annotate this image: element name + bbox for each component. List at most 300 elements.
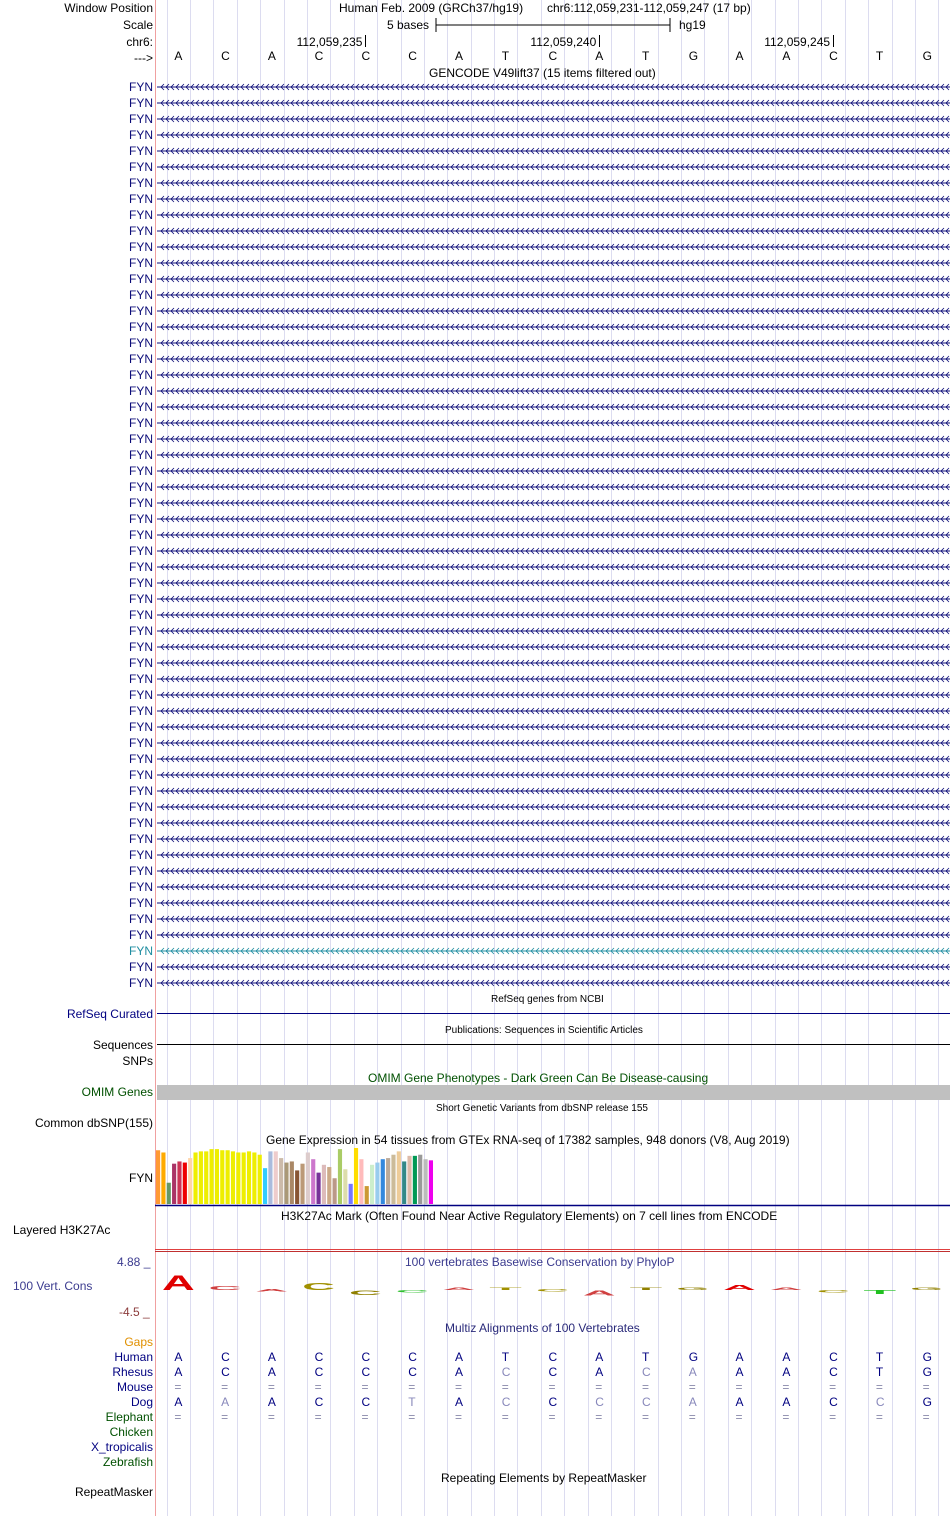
multiz-base: A: [174, 1365, 183, 1379]
publications-track-title: Publications: Sequences in Scientific Articles: [445, 1025, 643, 1036]
gencode-transcript-line[interactable]: [157, 466, 950, 476]
gencode-gene-label[interactable]: FYN: [129, 368, 153, 382]
gencode-transcript-line[interactable]: [157, 978, 950, 988]
multiz-base: A: [688, 1395, 697, 1409]
base-letter: G: [922, 49, 932, 63]
base-letter: A: [267, 49, 276, 63]
gtex-tissue-bar[interactable]: [161, 1152, 165, 1204]
gencode-transcript-line[interactable]: [157, 434, 950, 444]
gencode-transcript-line[interactable]: [157, 178, 950, 188]
multiz-species-label[interactable]: Chicken: [109, 1425, 153, 1439]
gencode-transcript-line[interactable]: [157, 834, 950, 844]
gtex-tissue-bar[interactable]: [290, 1161, 294, 1204]
gencode-transcript-line[interactable]: [157, 226, 950, 236]
publications-line[interactable]: [157, 1044, 950, 1045]
gencode-gene-label[interactable]: FYN: [129, 432, 153, 446]
gencode-gene-label[interactable]: FYN: [129, 224, 153, 238]
phylop-base-glyph: A: [255, 1287, 290, 1293]
gtex-tissue-bar[interactable]: [247, 1151, 251, 1204]
gencode-transcript-line[interactable]: [157, 866, 950, 876]
multiz-base: A: [688, 1365, 697, 1379]
multiz-base: =: [501, 1380, 509, 1394]
gencode-gene-label[interactable]: FYN: [129, 80, 153, 94]
gtex-tissue-bar[interactable]: [349, 1184, 353, 1204]
gtex-tissue-bar[interactable]: [231, 1151, 235, 1204]
phylop-base-glyph: A: [442, 1286, 477, 1291]
gencode-gene-label[interactable]: FYN: [129, 496, 153, 510]
gencode-gene-label[interactable]: FYN: [129, 608, 153, 622]
phylop-logo[interactable]: [155, 1270, 950, 1316]
base-letter: T: [642, 49, 650, 63]
gencode-transcript-line[interactable]: [157, 306, 950, 316]
snps-label[interactable]: SNPs: [122, 1054, 153, 1068]
gtex-tissue-bar[interactable]: [263, 1168, 267, 1204]
gencode-transcript-line[interactable]: [157, 738, 950, 748]
phylop-base-glyph: C: [816, 1288, 851, 1294]
gtex-tissue-bar[interactable]: [274, 1151, 278, 1204]
gencode-gene-label[interactable]: FYN: [129, 864, 153, 878]
gtex-tissue-bar[interactable]: [311, 1159, 315, 1204]
gtex-tissue-bar[interactable]: [306, 1152, 310, 1204]
gtex-tissue-bar[interactable]: [242, 1152, 246, 1204]
gencode-transcript-line[interactable]: [157, 802, 950, 812]
gencode-track-title: GENCODE V49lift37 (15 items filtered out): [429, 66, 656, 80]
refseq-label[interactable]: RefSeq Curated: [66, 1007, 153, 1021]
multiz-base: A: [267, 1350, 276, 1364]
gencode-gene-label[interactable]: FYN: [129, 784, 153, 798]
gtex-tissue-bar[interactable]: [258, 1155, 262, 1204]
gencode-transcript-line[interactable]: [157, 690, 950, 700]
gencode-transcript-line[interactable]: [157, 146, 950, 156]
publications-label[interactable]: Sequences: [92, 1038, 153, 1052]
multiz-base: =: [829, 1380, 837, 1394]
multiz-base: =: [922, 1380, 930, 1394]
gencode-transcript-line[interactable]: [157, 642, 950, 652]
base-letter: C: [314, 49, 324, 63]
gencode-transcript-line[interactable]: [157, 850, 950, 860]
gencode-gene-label[interactable]: FYN: [129, 848, 153, 862]
multiz-base: C: [361, 1350, 371, 1364]
phylop-base-glyph: G: [910, 1286, 943, 1291]
gencode-transcript-line[interactable]: [157, 482, 950, 492]
gencode-transcript-line[interactable]: [157, 514, 950, 524]
scale-db: hg19: [679, 18, 706, 32]
gencode-transcript-line[interactable]: [157, 658, 950, 668]
gencode-gene-label[interactable]: FYN: [129, 880, 153, 894]
gencode-transcript-line[interactable]: [157, 418, 950, 428]
multiz-base: A: [735, 1350, 744, 1364]
gtex-tissue-bar[interactable]: [386, 1158, 390, 1204]
multiz-base: C: [361, 1395, 371, 1409]
multiz-species-label[interactable]: Human: [114, 1350, 153, 1364]
multiz-base: =: [875, 1410, 883, 1424]
base-letter: A: [454, 49, 463, 63]
gencode-gene-label[interactable]: FYN: [129, 800, 153, 814]
multiz-base: =: [642, 1410, 650, 1424]
phylop-base-glyph: A: [769, 1286, 804, 1291]
gtex-tissue-bar[interactable]: [343, 1169, 347, 1204]
phylop-base-glyph: A: [162, 1272, 195, 1295]
h3k27ac-line-1: [155, 1249, 950, 1250]
base-letter: A: [735, 49, 744, 63]
gencode-gene-label[interactable]: FYN: [129, 144, 153, 158]
gtex-tissue-bar[interactable]: [215, 1149, 219, 1204]
gencode-transcript-line[interactable]: [157, 818, 950, 828]
gtex-tissue-bar[interactable]: [167, 1183, 171, 1204]
gencode-transcript-line[interactable]: [157, 386, 950, 396]
gencode-transcript-line[interactable]: [157, 354, 950, 364]
gencode-gene-label[interactable]: FYN: [129, 592, 153, 606]
gencode-gene-label[interactable]: FYN: [129, 304, 153, 318]
gencode-gene-label[interactable]: FYN: [129, 656, 153, 670]
multiz-base: A: [174, 1395, 183, 1409]
multiz-base: =: [735, 1410, 743, 1424]
multiz-base: G: [922, 1350, 932, 1364]
gencode-gene-label[interactable]: FYN: [129, 688, 153, 702]
multiz-base: C: [408, 1365, 417, 1379]
base-letter: T: [875, 49, 884, 63]
gencode-gene-label[interactable]: FYN: [129, 944, 153, 958]
gtex-tissue-bar[interactable]: [397, 1151, 401, 1204]
gencode-gene-label[interactable]: FYN: [129, 976, 153, 990]
multiz-base: G: [922, 1395, 932, 1409]
gencode-transcript-line[interactable]: [157, 370, 950, 380]
gencode-transcript-line[interactable]: [157, 674, 950, 684]
gencode-transcript-line[interactable]: [157, 914, 950, 924]
gencode-transcript-line[interactable]: [157, 754, 950, 764]
coordinate-tick-mark: [833, 35, 834, 47]
gtex-tissue-bar[interactable]: [365, 1186, 369, 1204]
gencode-gene-label[interactable]: FYN: [129, 320, 153, 334]
gencode-gene-label[interactable]: FYN: [129, 336, 153, 350]
gencode-gene-label[interactable]: FYN: [129, 128, 153, 142]
multiz-base: A: [174, 1350, 183, 1364]
gencode-gene-label[interactable]: FYN: [129, 208, 153, 222]
gencode-transcript-line[interactable]: [157, 706, 950, 716]
gtex-expression-chart[interactable]: [155, 1146, 950, 1208]
multiz-base: =: [642, 1380, 650, 1394]
multiz-base: =: [221, 1410, 229, 1424]
multiz-base: T: [501, 1350, 510, 1364]
gtex-gene-label[interactable]: FYN: [129, 1171, 153, 1185]
gtex-tissue-bar[interactable]: [193, 1152, 197, 1204]
gencode-gene-label[interactable]: FYN: [129, 768, 153, 782]
multiz-base: =: [688, 1410, 696, 1424]
base-letter: C: [221, 49, 230, 63]
gencode-transcript-line[interactable]: [157, 562, 950, 572]
phylop-base-glyph: T: [863, 1290, 897, 1296]
gencode-gene-label[interactable]: FYN: [129, 544, 153, 558]
coordinate-tick-mark: [599, 35, 600, 47]
multiz-base: A: [782, 1365, 791, 1379]
gencode-transcript-line[interactable]: [157, 882, 950, 892]
multiz-base: =: [595, 1410, 603, 1424]
gtex-tissue-bar[interactable]: [354, 1148, 358, 1204]
refseq-gene-line[interactable]: [157, 1013, 950, 1014]
repeatmasker-label[interactable]: RepeatMasker: [74, 1485, 153, 1499]
gtex-tissue-bar[interactable]: [172, 1164, 176, 1204]
scale-bar: [434, 16, 674, 34]
gencode-transcript-line[interactable]: [157, 258, 950, 268]
multiz-base: =: [174, 1380, 182, 1394]
gencode-transcript-line[interactable]: [157, 274, 950, 284]
multiz-base: G: [688, 1350, 699, 1364]
base-letter: A: [595, 49, 604, 63]
multiz-base: =: [454, 1380, 462, 1394]
gencode-gene-label[interactable]: FYN: [129, 480, 153, 494]
phylop-ymin: -4.5 _: [119, 1305, 150, 1319]
gencode-gene-label[interactable]: FYN: [129, 96, 153, 110]
multiz-base: A: [782, 1395, 791, 1409]
base-letter: T: [501, 49, 510, 63]
phylop-base-glyph: T: [629, 1286, 670, 1291]
gtex-tissue-bar[interactable]: [188, 1158, 192, 1204]
multiz-base: T: [875, 1365, 884, 1379]
multiz-base: =: [548, 1380, 556, 1394]
gtex-tissue-bar[interactable]: [183, 1163, 187, 1204]
gencode-gene-label[interactable]: FYN: [129, 720, 153, 734]
gencode-gene-label[interactable]: FYN: [129, 384, 153, 398]
multiz-base: =: [267, 1380, 275, 1394]
phylop-base-glyph: G: [676, 1286, 710, 1291]
gencode-transcript-line[interactable]: [157, 530, 950, 540]
phylop-base-glyph: T: [489, 1286, 530, 1291]
gtex-tissue-bar[interactable]: [370, 1165, 374, 1204]
gencode-gene-label[interactable]: FYN: [129, 464, 153, 478]
gencode-gene-label[interactable]: FYN: [129, 912, 153, 926]
phylop-base-glyph: C: [536, 1287, 571, 1293]
omim-gene-bar[interactable]: [157, 1085, 950, 1100]
gencode-gene-label[interactable]: FYN: [129, 704, 153, 718]
gencode-transcript-line[interactable]: [157, 82, 950, 92]
gencode-gene-label[interactable]: FYN: [129, 272, 153, 286]
window-position-label: Window Position: [64, 1, 153, 15]
multiz-base: C: [501, 1365, 511, 1379]
gtex-tissue-bar[interactable]: [300, 1164, 304, 1204]
gencode-transcript-line[interactable]: [157, 130, 950, 140]
gencode-transcript-line[interactable]: [157, 98, 950, 108]
multiz-base: C: [548, 1365, 558, 1379]
multiz-base: C: [314, 1395, 324, 1409]
gencode-gene-label[interactable]: FYN: [129, 960, 153, 974]
gencode-transcript-line[interactable]: [157, 546, 950, 556]
gencode-gene-label[interactable]: FYN: [129, 624, 153, 638]
multiz-base: C: [314, 1365, 324, 1379]
dbsnp-label[interactable]: Common dbSNP(155): [34, 1116, 153, 1130]
phylop-base-glyph: C: [395, 1288, 430, 1294]
strand-label: --->: [134, 51, 153, 65]
gencode-gene-label[interactable]: FYN: [129, 528, 153, 542]
multiz-base: =: [267, 1410, 275, 1424]
phylop-base-glyph: C: [349, 1290, 387, 1297]
gencode-gene-label[interactable]: FYN: [129, 352, 153, 366]
gencode-gene-label[interactable]: FYN: [129, 560, 153, 574]
gtex-tissue-bar[interactable]: [279, 1158, 283, 1204]
gencode-gene-label[interactable]: FYN: [129, 832, 153, 846]
gencode-gene-label[interactable]: FYN: [129, 752, 153, 766]
coordinate-tick-label: 112,059,235: [296, 35, 363, 49]
multiz-base: =: [735, 1380, 743, 1394]
position-readout: chr6:112,059,231-112,059,247 (17 bp): [547, 1, 751, 15]
gtex-tissue-bar[interactable]: [375, 1163, 379, 1204]
gtex-tissue-bar[interactable]: [381, 1159, 385, 1204]
base-letter: C: [408, 49, 417, 63]
phylop-label[interactable]: 100 Vert. Cons: [13, 1279, 93, 1293]
gtex-tissue-bar[interactable]: [226, 1150, 230, 1204]
base-letter: C: [361, 49, 371, 63]
multiz-base: A: [735, 1365, 744, 1379]
multiz-base: C: [408, 1350, 417, 1364]
gencode-transcript-line[interactable]: [157, 290, 950, 300]
gencode-gene-label[interactable]: FYN: [129, 240, 153, 254]
gtex-tissue-bar[interactable]: [359, 1159, 363, 1204]
gencode-transcript-line[interactable]: [157, 210, 950, 220]
gencode-gene-label[interactable]: FYN: [129, 192, 153, 206]
gencode-gene-label[interactable]: FYN: [129, 576, 153, 590]
gencode-transcript-line[interactable]: [157, 114, 950, 124]
gencode-transcript-line[interactable]: [157, 322, 950, 332]
gtex-tissue-bar[interactable]: [429, 1160, 433, 1204]
gtex-tissue-bar[interactable]: [413, 1156, 417, 1204]
gencode-gene-label[interactable]: FYN: [129, 256, 153, 270]
multiz-species-label[interactable]: Elephant: [105, 1410, 153, 1424]
gencode-transcript-line[interactable]: [157, 770, 950, 780]
multiz-base: C: [548, 1395, 558, 1409]
gencode-transcript-line[interactable]: [157, 898, 950, 908]
gtex-tissue-bar[interactable]: [317, 1173, 321, 1204]
gencode-gene-label[interactable]: FYN: [129, 176, 153, 190]
gencode-gene-label[interactable]: FYN: [129, 416, 153, 430]
gencode-gene-label[interactable]: FYN: [129, 816, 153, 830]
gtex-tissue-bar[interactable]: [407, 1156, 411, 1204]
gtex-tissue-bar[interactable]: [327, 1167, 331, 1204]
gencode-transcript-line[interactable]: [157, 242, 950, 252]
multiz-base: =: [501, 1410, 509, 1424]
gencode-gene-label[interactable]: FYN: [129, 448, 153, 462]
gencode-transcript-line[interactable]: [157, 450, 950, 460]
multiz-base: A: [454, 1350, 463, 1364]
gencode-gene-label[interactable]: FYN: [129, 512, 153, 526]
gtex-tissue-bar[interactable]: [236, 1152, 240, 1204]
multiz-base: C: [642, 1395, 651, 1409]
omim-track-title: OMIM Gene Phenotypes - Dark Green Can Be Disease-causing: [368, 1071, 709, 1085]
gtex-tissue-bar[interactable]: [322, 1165, 326, 1204]
gencode-transcript-line[interactable]: [157, 946, 950, 956]
multiz-base: =: [454, 1410, 462, 1424]
gencode-gene-label[interactable]: FYN: [129, 640, 153, 654]
gtex-tissue-bar[interactable]: [220, 1150, 224, 1204]
gencode-gene-label[interactable]: FYN: [129, 160, 153, 174]
multiz-base: C: [548, 1350, 558, 1364]
gtex-tissue-bar[interactable]: [177, 1161, 181, 1204]
gencode-transcript-line[interactable]: [157, 786, 950, 796]
gtex-tissue-bar[interactable]: [418, 1155, 422, 1204]
multiz-species-label[interactable]: Zebrafish: [102, 1455, 153, 1469]
phylop-base-glyph: C: [302, 1282, 336, 1293]
gtex-tissue-bar[interactable]: [252, 1152, 256, 1204]
gencode-gene-label[interactable]: FYN: [129, 112, 153, 126]
coordinate-tick-label: 112,059,240: [530, 35, 597, 49]
gtex-track-title: Gene Expression in 54 tissues from GTEx RNA-seq of 17382 samples, 948 donors (V8, Aug 2019): [266, 1133, 790, 1147]
gtex-tissue-bar[interactable]: [402, 1161, 406, 1204]
gencode-transcript-line[interactable]: [157, 610, 950, 620]
gencode-transcript-line[interactable]: [157, 162, 950, 172]
gtex-tissue-bar[interactable]: [295, 1170, 299, 1204]
gtex-tissue-bar[interactable]: [391, 1155, 395, 1204]
gencode-transcript-line[interactable]: [157, 930, 950, 940]
gencode-transcript-line[interactable]: [157, 626, 950, 636]
gencode-gene-label[interactable]: FYN: [129, 672, 153, 686]
gencode-gene-label[interactable]: FYN: [129, 400, 153, 414]
base-letter: G: [688, 49, 699, 63]
multiz-base: =: [314, 1410, 322, 1424]
gencode-transcript-line[interactable]: [157, 338, 950, 348]
multiz-base: =: [782, 1410, 790, 1424]
gencode-gene-label[interactable]: FYN: [129, 928, 153, 942]
gtex-tissue-bar[interactable]: [204, 1151, 208, 1204]
multiz-species-label[interactable]: X_tropicalis: [90, 1440, 153, 1454]
multiz-species-label[interactable]: Rhesus: [112, 1365, 153, 1379]
scale-text: 5 bases: [387, 18, 430, 32]
gencode-transcript-line[interactable]: [157, 594, 950, 604]
multiz-base: =: [829, 1410, 837, 1424]
repeatmasker-track-title: Repeating Elements by RepeatMasker: [441, 1471, 647, 1485]
phylop-track-title: 100 vertebrates Basewise Conservation by PhyloP: [405, 1255, 675, 1269]
gtex-tissue-bar[interactable]: [338, 1149, 342, 1204]
gtex-tissue-bar[interactable]: [333, 1178, 337, 1204]
gtex-tissue-bar[interactable]: [268, 1151, 272, 1204]
gtex-tissue-bar[interactable]: [199, 1151, 203, 1204]
gencode-transcript-line[interactable]: [157, 962, 950, 972]
gencode-transcript-line[interactable]: [157, 498, 950, 508]
gencode-transcript-line[interactable]: [157, 578, 950, 588]
gtex-tissue-bar[interactable]: [284, 1163, 288, 1204]
multiz-track-title: Multiz Alignments of 100 Vertebrates: [445, 1321, 640, 1335]
multiz-species-label[interactable]: Dog: [130, 1395, 153, 1409]
gencode-transcript-line[interactable]: [157, 402, 950, 412]
gencode-gene-label[interactable]: FYN: [129, 736, 153, 750]
multiz-base: =: [408, 1380, 416, 1394]
coordinate-tick-label: 112,059,245: [764, 35, 831, 49]
base-letter: C: [829, 49, 838, 63]
h3k27ac-track-title: H3K27Ac Mark (Often Found Near Active Regulatory Elements) on 7 cell lines from ENCODE: [281, 1209, 778, 1223]
multiz-base: A: [735, 1395, 744, 1409]
base-letter: A: [174, 49, 183, 63]
multiz-base: =: [361, 1410, 369, 1424]
h3k27ac-label[interactable]: Layered H3K27Ac: [13, 1223, 111, 1237]
multiz-base: G: [922, 1365, 932, 1379]
gencode-gene-label[interactable]: FYN: [129, 288, 153, 302]
gencode-gene-label[interactable]: FYN: [129, 896, 153, 910]
multiz-base: =: [361, 1380, 369, 1394]
gtex-tissue-bar[interactable]: [156, 1150, 160, 1204]
phylop-ymax: 4.88 _: [117, 1255, 151, 1269]
multiz-base: =: [174, 1410, 182, 1424]
omim-label[interactable]: OMIM Genes: [81, 1085, 153, 1099]
gtex-tissue-bar[interactable]: [424, 1159, 428, 1204]
multiz-base: =: [221, 1380, 229, 1394]
multiz-base: C: [221, 1350, 230, 1364]
gencode-transcript-line[interactable]: [157, 722, 950, 732]
multiz-species-label[interactable]: Mouse: [116, 1380, 153, 1394]
phylop-base-glyph: C: [208, 1286, 245, 1292]
gtex-tissue-bar[interactable]: [210, 1149, 214, 1204]
multiz-base: C: [361, 1365, 371, 1379]
multiz-base: T: [408, 1395, 416, 1409]
gencode-transcript-line[interactable]: [157, 194, 950, 204]
gaps-label: Gaps: [124, 1335, 153, 1349]
multiz-base: C: [829, 1350, 838, 1364]
